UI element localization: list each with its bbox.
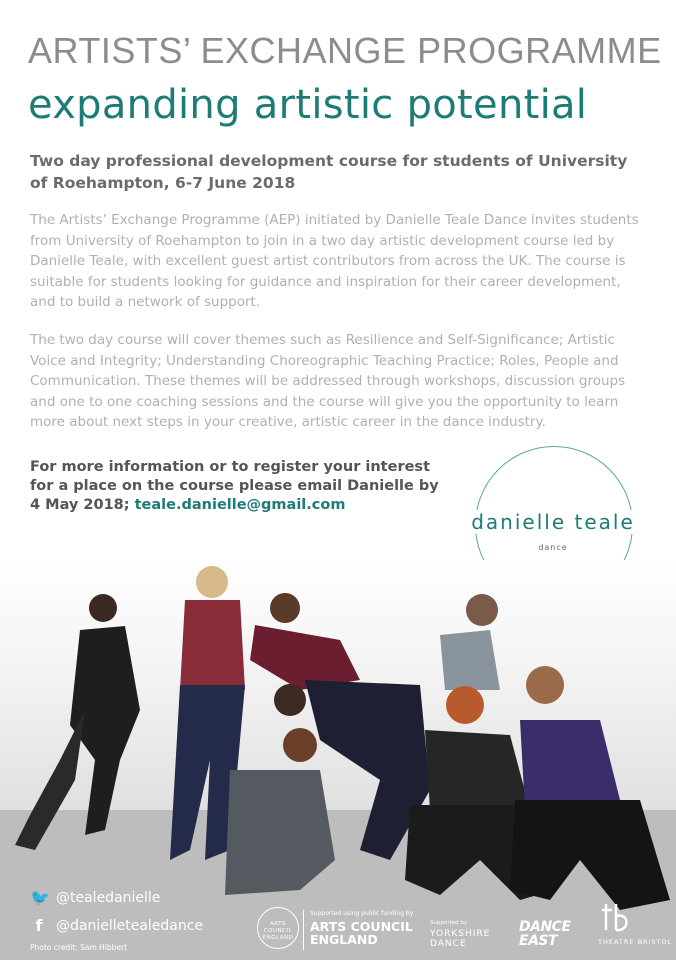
funder-divider (303, 910, 304, 950)
twitter-handle-text: @tealedanielle (56, 889, 161, 906)
contact-block (30, 458, 450, 515)
theatre-bristol-logo-icon (600, 900, 636, 936)
danielle-teale-logo-name: danielle teale (448, 510, 658, 534)
arts-council-seal-text: ARTS COUNCIL ENGLAND (262, 921, 294, 941)
photo-credit: Photo credit: Sam Hibbert (30, 943, 128, 952)
danielle-teale-logo-sub: dance (538, 543, 568, 552)
body-paragraph-2: The two day course will cover themes such as Resilience and Self-Significance; Artistic Voice and Integrity; Understanding Choreographic Teaching Practice; Roles, People and Communication. These themes will be addressed through workshops, discussion groups and one to one coaching sessions and the course will give you the opportunity to learn more about next steps in your creative, artistic career in the dance industry. (30, 332, 626, 430)
page-title: ARTISTS’ EXCHANGE PROGRAMME (28, 30, 662, 71)
facebook-handle[interactable] (30, 916, 203, 935)
ace-name-line-1: ARTS COUNCIL (310, 919, 413, 934)
ace-name (310, 920, 413, 946)
twitter-handle[interactable] (30, 888, 160, 907)
dance-east-logo (519, 920, 571, 948)
dance-east-line-1: DANCE (519, 919, 571, 935)
body-paragraph-1: The Artists’ Exchange Programme (AEP) initiated by Danielle Teale Dance invites students from University of Roehampton to join in a two day artistic development course led by Danielle Teale, with excellent guest artist contributors from across the UK. The course is suitable for students looking for guidance and inspiration for their career development, and to build a network of support. (30, 212, 639, 310)
yd-support-text: Supported by (430, 920, 468, 926)
page-tagline: expanding artistic potential (28, 82, 588, 128)
course-subtitle: Two day professional development course for students of University of Roehampton, 6-7 June 2018 (30, 152, 628, 192)
dance-east-line-2: EAST (519, 933, 558, 949)
facebook-handle-text: @danielletealedance (56, 917, 204, 934)
twitter-bird-icon: 🐦 (30, 888, 50, 907)
ace-support-text: Supported using public funding by (310, 910, 414, 917)
theatre-bristol-name: THEATRE BRISTOL (598, 938, 673, 946)
facebook-f-icon: f (35, 916, 43, 935)
ace-name-line-2: ENGLAND (310, 932, 378, 947)
yd-name-line-2: DANCE (430, 939, 467, 949)
arts-council-seal-icon (257, 907, 299, 949)
yd-name-line-1: YORKSHIRE (430, 929, 491, 939)
yorkshire-dance-logo (430, 929, 490, 949)
contact-text: For more information or to register your interest for a place on the course please email Danielle by 4 May 2018; (30, 459, 439, 513)
contact-email-link[interactable]: teale.danielle@gmail.com (134, 497, 346, 513)
